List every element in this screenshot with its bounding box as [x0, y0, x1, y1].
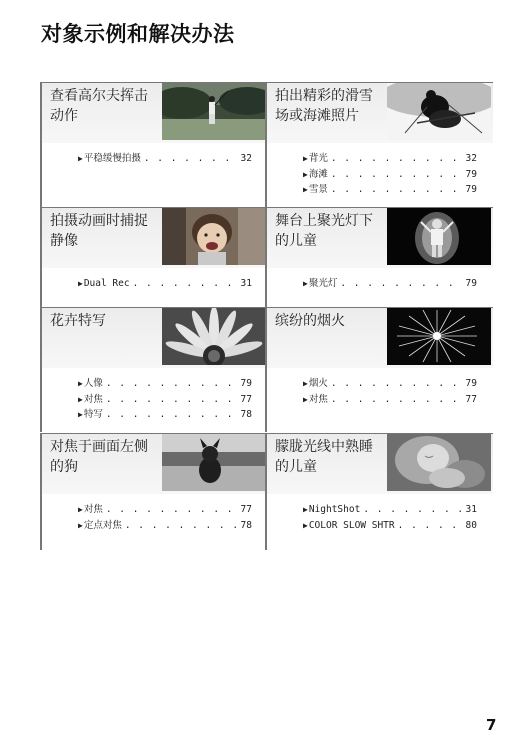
triangle-right-icon: ▶	[78, 154, 83, 163]
reference-link[interactable]	[303, 276, 477, 292]
triangle-right-icon: ▶	[303, 379, 308, 388]
card-night-shot	[265, 433, 493, 550]
card-body	[40, 494, 268, 550]
reference-link[interactable]	[303, 518, 477, 534]
card-ski-beach	[265, 82, 493, 219]
golf-photo	[162, 83, 266, 140]
reference-link[interactable]	[78, 276, 252, 292]
ref-label: COLOR SLOW SHTR	[308, 519, 395, 531]
ref-page: 32	[465, 153, 477, 164]
page-number: 7	[486, 716, 497, 734]
ref-page: 79	[240, 378, 252, 389]
card-fireworks	[265, 307, 493, 432]
fireworks-photo	[387, 308, 491, 365]
ref-label: 聚光灯	[308, 278, 338, 289]
ref-page: 79	[465, 278, 477, 289]
card-header	[265, 82, 493, 143]
leader-dots	[398, 518, 463, 534]
reference-link[interactable]	[303, 182, 477, 198]
card-header	[40, 82, 268, 143]
leader-dots	[331, 392, 463, 408]
triangle-right-icon: ▶	[78, 410, 83, 419]
spotlight-photo	[387, 208, 491, 265]
ref-page: 79	[465, 184, 477, 195]
leader-dots	[363, 502, 462, 518]
ref-label: NightShot	[308, 504, 361, 515]
leader-dots	[331, 376, 463, 392]
reference-link[interactable]	[78, 502, 252, 518]
triangle-right-icon: ▶	[78, 394, 83, 404]
leader-dots	[340, 276, 462, 292]
dog-photo	[162, 434, 266, 491]
ref-label: Dual Rec	[83, 278, 130, 289]
reference-link[interactable]	[303, 502, 477, 518]
leader-dots	[331, 167, 463, 183]
leader-dots	[106, 392, 238, 408]
ref-page: 80	[465, 519, 477, 531]
leader-dots	[106, 376, 238, 392]
child-photo	[162, 208, 266, 265]
card-body	[265, 368, 493, 432]
card-flower-closeup	[40, 307, 268, 432]
card-golf-swing	[40, 82, 268, 219]
ref-label: 特写	[83, 409, 103, 420]
ref-label: 平稳缓慢拍摄	[83, 153, 141, 164]
ref-label: 人像	[83, 378, 103, 389]
reference-link[interactable]	[303, 167, 477, 183]
ref-label: 海滩	[308, 168, 328, 180]
triangle-right-icon: ▶	[303, 185, 308, 194]
reference-link[interactable]	[78, 407, 252, 423]
ref-label: 对焦	[83, 504, 103, 515]
card-body	[265, 494, 493, 550]
ref-page: 79	[465, 168, 477, 180]
ref-label: 背光	[308, 153, 328, 164]
card-header	[40, 207, 268, 268]
reference-link[interactable]	[78, 376, 252, 392]
card-spot-focus-dog	[40, 433, 268, 550]
leader-dots	[331, 151, 463, 167]
card-title: 朦胧光线中熟睡的儿童	[275, 439, 373, 475]
leader-dots	[331, 182, 463, 198]
triangle-right-icon: ▶	[78, 505, 83, 514]
triangle-right-icon: ▶	[78, 379, 83, 388]
sleeping-child-photo	[387, 434, 491, 491]
ref-page: 77	[240, 393, 252, 405]
card-title: 拍出精彩的滑雪场或海滩照片	[275, 88, 373, 124]
triangle-right-icon: ▶	[303, 154, 308, 163]
card-body	[40, 368, 268, 432]
card-header	[40, 307, 268, 368]
triangle-right-icon: ▶	[303, 169, 308, 179]
reference-link[interactable]	[303, 376, 477, 392]
ref-page: 31	[240, 278, 252, 289]
ref-page: 77	[465, 393, 477, 405]
flower-photo	[162, 308, 266, 365]
page-title: 对象示例和解决办法	[41, 22, 235, 46]
card-header	[265, 207, 493, 268]
ref-label: 对焦	[308, 393, 328, 405]
reference-link[interactable]	[303, 151, 477, 167]
ref-label: 烟火	[308, 378, 328, 389]
card-title: 舞台上聚光灯下的儿童	[275, 213, 373, 249]
reference-link[interactable]	[78, 392, 252, 408]
card-title: 查看高尔夫挥击动作	[50, 88, 148, 124]
ski-photo	[387, 83, 491, 140]
leader-dots	[125, 518, 238, 534]
leader-dots	[106, 407, 238, 423]
ref-page: 78	[240, 409, 252, 420]
card-title: 对焦于画面左侧的狗	[50, 439, 148, 475]
reference-link[interactable]	[78, 151, 252, 167]
reference-link[interactable]	[303, 392, 477, 408]
card-title: 缤纷的烟火	[275, 313, 345, 329]
ref-page: 78	[240, 519, 252, 531]
ref-page: 32	[240, 153, 252, 164]
triangle-right-icon: ▶	[78, 279, 83, 288]
ref-page: 79	[465, 378, 477, 389]
ref-label: 雪景	[308, 184, 328, 195]
ref-page: 77	[240, 504, 252, 515]
ref-label: 定点对焦	[83, 519, 122, 531]
card-header	[265, 307, 493, 368]
ref-label: 对焦	[83, 393, 103, 405]
triangle-right-icon: ▶	[303, 394, 308, 404]
card-header	[40, 433, 268, 494]
card-header	[265, 433, 493, 494]
triangle-right-icon: ▶	[303, 505, 308, 514]
reference-link[interactable]	[78, 518, 252, 534]
triangle-right-icon: ▶	[303, 279, 308, 288]
leader-dots	[106, 502, 238, 518]
leader-dots	[133, 276, 238, 292]
card-title: 拍摄动画时捕捉静像	[50, 213, 148, 249]
leader-dots	[144, 151, 238, 167]
card-title: 花卉特写	[50, 313, 106, 329]
triangle-right-icon: ▶	[303, 520, 308, 530]
ref-page: 31	[465, 504, 477, 515]
triangle-right-icon: ▶	[78, 520, 83, 530]
